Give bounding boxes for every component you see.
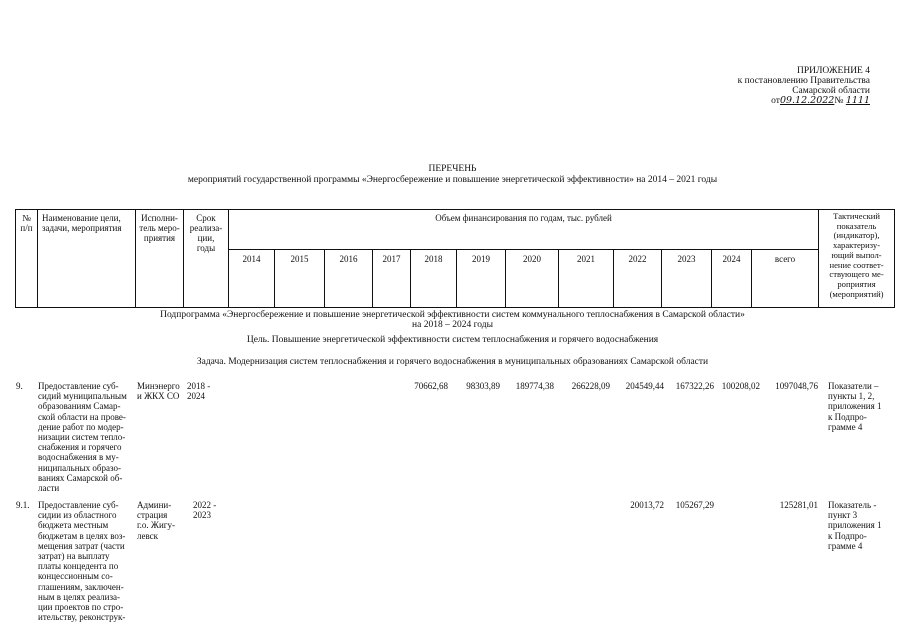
- row-9-1-num: 9.1.: [16, 500, 30, 510]
- row-9-1-name: Предоставление суб- сидии из областного бюджета местным бюджетам в целях воз- мещения затрат (части затрат) на выплату платы концедента по концессионным со- глашениям, заключен- ным в целях реализа- ции проектов по стро- ительству, реконструк-: [38, 500, 126, 623]
- task-line: Задача. Модернизация систем теплоснабжения и горячего водоснабжения в муниципальных образованиях Самарской области: [196, 357, 709, 367]
- header-table: [15, 209, 895, 308]
- row-9-2024: 100208,02: [721, 381, 760, 391]
- year-header: 2022: [614, 250, 662, 308]
- row-9-indicator: Показатели – пункты 1, 2, приложения 1 к Подпро- грамме 4: [828, 381, 882, 432]
- header-name: Наименование цели, задачи, мероприятия: [38, 210, 136, 308]
- year-header: 2019: [457, 250, 506, 308]
- row-9-2022: 204549,44: [625, 381, 664, 391]
- year-header: 2023: [662, 250, 712, 308]
- year-header: 2015: [275, 250, 325, 308]
- row-9-executor: Минэнерго и ЖКХ СО: [137, 381, 180, 402]
- header-term: Срок реализа- ции, годы: [184, 210, 229, 308]
- year-header: 2024: [712, 250, 752, 308]
- row-9-name: Предоставление суб- сидий муниципальным образованиям Самар- ской области на прове- дение работ по модер- низации систем тепло- снабжения и горячего водоснабжения в му- ниципальных образо- ваниях Самарской об- ласти: [38, 381, 127, 494]
- row-9-1-executor: Админи- страция г.о. Жигу- левск: [137, 500, 175, 541]
- appendix-title: ПРИЛОЖЕНИЕ 4: [796, 66, 870, 76]
- year-header: 2021: [559, 250, 614, 308]
- subprogram-line2: на 2018 – 2024 годы: [412, 320, 493, 330]
- row-9-1-2023: 105267,29: [675, 500, 714, 510]
- appendix-date: 09.12.2022: [779, 95, 835, 106]
- header-funding: Объем финансирования по годам, тыс. рублей: [229, 210, 819, 250]
- row-9-2020: 189774,38: [515, 381, 554, 391]
- header-executor: Исполни- тель меро- приятия: [136, 210, 184, 308]
- year-header: 2016: [325, 250, 373, 308]
- year-header: 2017: [373, 250, 411, 308]
- appendix-line1: к постановлению Правительства: [737, 76, 870, 86]
- row-9-2019: 98303,89: [466, 381, 500, 391]
- header-num: № п/п: [16, 210, 38, 308]
- year-header-total: всего: [752, 250, 819, 308]
- row-9-1-indicator: Показатель - пункт 3 приложения 1 к Подпро- грамме 4: [828, 500, 882, 551]
- appendix-no: №: [834, 96, 844, 106]
- document-title: ПЕРЕЧЕНЬ: [428, 164, 477, 174]
- appendix-line2: Самарской области: [792, 86, 870, 96]
- row-9-num: 9.: [16, 381, 23, 391]
- appendix-date-line: [720, 96, 870, 106]
- year-header: 2018: [411, 250, 457, 308]
- appendix-block: [720, 66, 870, 106]
- header-indicator: Тактический показатель (индикатор), характеризу- ющий выпол- нение соответ- ствующего ме- роприятия (мероприятий): [819, 210, 895, 308]
- row-9-2021: 266228,09: [571, 381, 610, 391]
- row-9-2023: 167322,26: [675, 381, 714, 391]
- row-9-1-term: 2022 - 2023: [193, 500, 217, 521]
- appendix-number: 1111: [845, 95, 870, 106]
- row-9-1-total: 125281,01: [779, 500, 818, 510]
- row-9-term: 2018 - 2024: [187, 381, 211, 402]
- year-header: 2014: [229, 250, 275, 308]
- row-9-1-2022: 20013,72: [630, 500, 664, 510]
- goal-line: Цель. Повышение энергетической эффективности систем теплоснабжения и горячего водоснабжения: [246, 335, 659, 345]
- subprogram-line1: Подпрограмма «Энергосбережение и повышение энергетической эффективности систем коммунального теплоснабжения в Самарской области»: [160, 310, 745, 320]
- appendix-from: от: [771, 96, 780, 106]
- row-9-total: 1097048,76: [775, 381, 818, 391]
- document-subtitle: мероприятий государственной программы «Энергосбережение и повышение энергетической эффективности» на 2014 – 2021 годы: [187, 175, 718, 185]
- row-9-2018: 70662,68: [414, 381, 448, 391]
- year-header: 2020: [506, 250, 559, 308]
